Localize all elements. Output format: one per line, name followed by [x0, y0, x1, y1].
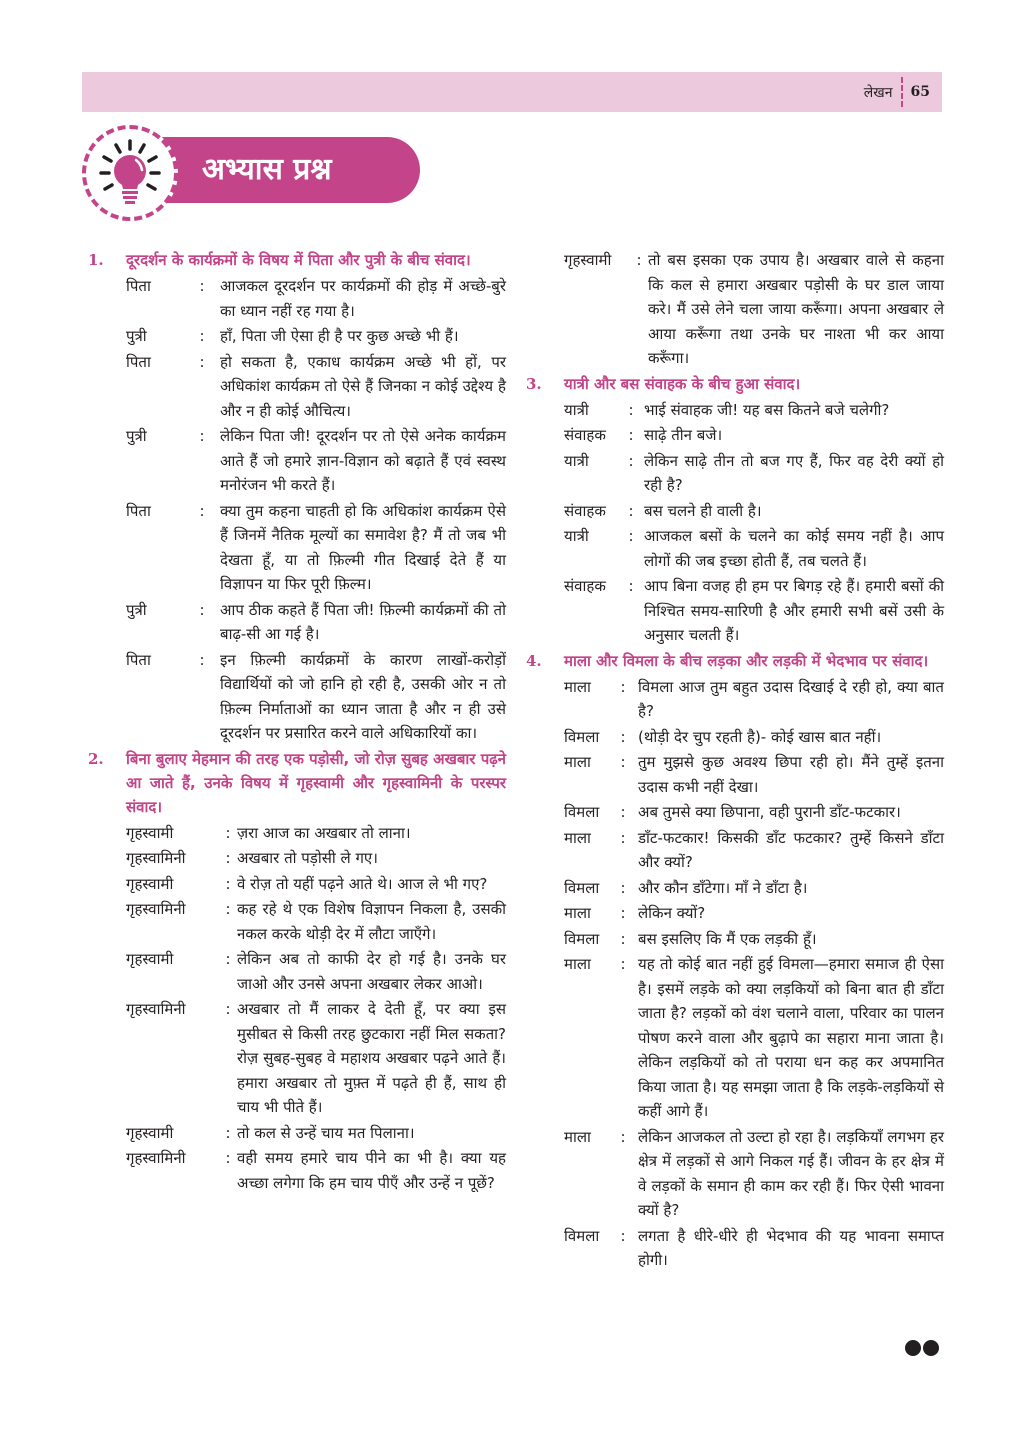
dialogue-text: अखबार तो मैं लाकर दे देती हूँ, पर क्या इस मुसीबत से किसी तरह छुटकारा नहीं मिल सकता? रोज़ सुबह-सुबह वे महाशय अखबार पढ़ने आते हैं। हमारा अखबार तो मुफ़्त में पढ़ते ही हैं, साथ ही चाय भी पीते हैं।: [237, 1000, 506, 1116]
dialogue-line: संवाहक : आप बिना वजह ही हम पर बिगड़ रहे हैं। हमारी बसों की निश्चित समय-सारिणी है और हमारी सभी बसें उसी के अनुसार चलती हैं।: [520, 574, 944, 648]
running-head: [864, 72, 930, 112]
question-number: 1.: [88, 251, 104, 269]
speaker: विमला: [564, 727, 600, 746]
speaker: पिता: [126, 650, 151, 669]
dialogue-line: विमला : लगता है धीरे-धीरे ही भेदभाव की यह भावना समाप्त होगी।: [520, 1224, 944, 1273]
dialogue-text: आजकल बसों के चलने का कोई समय नहीं है। आप लोगों की जब इच्छा होती हैं, तब चलते हैं।: [644, 527, 944, 570]
dialogue-text: बस चलने ही वाली है।: [644, 501, 762, 520]
dialogue-line: पिता : इन फ़िल्मी कार्यक्रमों के कारण लाखों-करोड़ों विद्यार्थियों को जो हानि हो रही है, उसकी ओर न तो फ़िल्म निर्माताओं का ध्यान जाता है और न ही उसे दूरदर्शन पर प्रसारित करने वाले अधिकारियों का।: [82, 648, 506, 746]
dialogue-line: संवाहक : साढ़े तीन बजे।: [520, 423, 944, 448]
chapter-name: लेखन: [863, 84, 893, 101]
dialogue-line: विमला : अब तुमसे क्या छिपाना, वही पुरानी डाँट-फटकार।: [520, 800, 944, 825]
question-title: यात्री और बस संवाहक के बीच हुआ संवाद।: [564, 374, 801, 393]
dialogue-text: वही समय हमारे चाय पीने का भी है। क्या यह अच्छा लगेगा कि हम चाय पीएँ और उन्हें न पूछें?: [237, 1149, 506, 1192]
dialogue-line: माला : डाँट-फटकार! किसकी डाँट फटकार? तुम्हें किसने डाँटा और क्यों?: [520, 826, 944, 875]
dialogue-line: गृहस्वामी : ज़रा आज का अखबार तो लाना।: [82, 821, 506, 846]
dialogue-line: विमला : और कौन डाँटेगा। माँ ने डाँटा है।: [520, 876, 944, 901]
dot-icon: [905, 1340, 921, 1356]
dialogue-text: विमला आज तुम बहुत उदास दिखाई दे रही हो, क्या बात है?: [638, 677, 944, 720]
speaker: संवाहक: [564, 577, 606, 595]
dialogue-line: पुत्री : हाँ, पिता जी ऐसा ही है पर कुछ अच्छे भी हैं।: [82, 324, 506, 349]
dialogue-text: आजकल दूरदर्शन पर कार्यक्रमों की होड़ में अच्छे-बुरे का ध्यान नहीं रह गया है।: [220, 277, 506, 320]
dialogue-line: गृहस्वामी : वे रोज़ तो यहीं पढ़ने आते थे। आज ले भी गए?: [82, 872, 506, 897]
dialogue-text: लेकिन साढ़े तीन तो बज गए हैं, फिर वह देरी क्यों हो रही है?: [644, 451, 944, 494]
dialogue-line: माला : लेकिन आजकल तो उल्टा हो रहा है। लड़कियाँ लगभग हर क्षेत्र में लड़कों से आगे निकल गई हैं। जीवन के हर क्षेत्र में वे लड़कों के समान ही काम कर रही हैं। फिर ऐसी भावना क्यों है?: [520, 1125, 944, 1223]
header-divider: [901, 77, 903, 107]
dialogue-text: क्या तुम कहना चाहती हो कि अधिकांश कार्यक्रम ऐसे हैं जिनमें नैतिक मूल्यों का समावेश है? मैं तो जब भी देखता हूँ, या तो फ़िल्मी गीत दिखाई देते हैं या विज्ञापन या फिर पूरी फ़िल्म।: [220, 501, 506, 593]
dialogue-text: वे रोज़ तो यहीं पढ़ने आते थे। आज ले भी गए?: [237, 874, 488, 893]
dot-icon: [923, 1340, 939, 1356]
dialogue-line: गृहस्वामिनी : वही समय हमारे चाय पीने का भी है। क्या यह अच्छा लगेगा कि हम चाय पीएँ और उन्हें न पूछें?: [82, 1146, 506, 1195]
speaker: संवाहक: [564, 501, 606, 520]
speaker: गृहस्वामिनी: [126, 1000, 186, 1018]
speaker: गृहस्वामी: [126, 1123, 174, 1142]
speaker: विमला: [564, 1226, 600, 1245]
speaker: पिता: [126, 501, 151, 520]
speaker: गृहस्वामी: [564, 251, 612, 269]
speaker: पुत्री: [126, 600, 147, 619]
dialogue-line: गृहस्वामिनी : अखबार तो मैं लाकर दे देती हूँ, पर क्या इस मुसीबत से किसी तरह छुटकारा नहीं मिल सकता? रोज़ सुबह-सुबह वे महाशय अखबार पढ़ने आते हैं। हमारा अखबार तो मुफ़्त में पढ़ते ही हैं, साथ ही चाय भी पीते हैं।: [82, 997, 506, 1120]
dialogue-line: पिता : हो सकता है, एकाध कार्यक्रम अच्छे भी हों, पर अधिकांश कार्यक्रम तो ऐसे हैं जिनका न कोई उद्देश्य है और न ही कोई औचित्य।: [82, 350, 506, 424]
speaker: गृहस्वामी: [126, 950, 174, 968]
speaker: विमला: [564, 878, 600, 897]
dialogue-text: लेकिन आजकल तो उल्टा हो रहा है। लड़कियाँ लगभग हर क्षेत्र में लड़कों से आगे निकल गई हैं। जीवन के हर क्षेत्र में वे लड़कों के समान ही काम कर रही हैं। फिर ऐसी भावना क्यों है?: [638, 1127, 944, 1219]
dialogue-line: यात्री : आजकल बसों के चलने का कोई समय नहीं है। आप लोगों की जब इच्छा होती हैं, तब चलते हैं।: [520, 524, 944, 573]
speaker: पिता: [126, 277, 151, 295]
question-heading: [82, 747, 506, 819]
dialogue-text: लगता है धीरे-धीरे ही भेदभाव की यह भावना समाप्त होगी।: [638, 1226, 944, 1269]
dialogue-line: माला : तुम मुझसे कुछ अवश्य छिपा रही हो। मैंने तुम्हें इतना उदास कभी नहीं देखा।: [520, 750, 944, 799]
dialogue-text: भाई संवाहक जी! यह बस कितने बजे चलेगी?: [644, 400, 890, 419]
question-number: 4.: [526, 651, 542, 670]
dialogue-line: गृहस्वामी : लेकिन अब तो काफी देर हो गई है। उनके घर जाओ और उनसे अपना अखबार लेकर आओ।: [82, 947, 506, 996]
dialogue-text: कह रहे थे एक विशेष विज्ञापन निकला है, उसकी नकल करके थोड़ी देर में लौटा जाएँगे।: [237, 900, 506, 943]
speaker: माला: [564, 955, 591, 973]
dialogue-line: यात्री : भाई संवाहक जी! यह बस कितने बजे चलेगी?: [520, 398, 944, 423]
question-title: माला और विमला के बीच लड़का और लड़की में भेदभाव पर संवाद।: [564, 651, 929, 670]
dialogue-text: लेकिन पिता जी! दूरदर्शन पर तो ऐसे अनेक कार्यक्रम आते हैं जो हमारे ज्ञान-विज्ञान को बढ़ाते हैं एवं स्वस्थ मनोरंजन भी करते हैं।: [220, 427, 506, 494]
speaker: गृहस्वामिनी: [126, 849, 186, 867]
speaker: यात्री: [564, 451, 589, 470]
dialogue-text: लेकिन अब तो काफी देर हो गई है। उनके घर जाओ और उनसे अपना अखबार लेकर आओ।: [237, 950, 506, 993]
dialogue-text: आप बिना वजह ही हम पर बिगड़ रहे हैं। हमारी बसों की निश्चित समय-सारिणी है और हमारी सभी बसें उसी के अनुसार चलती हैं।: [644, 577, 944, 644]
page-number: 65: [910, 84, 930, 100]
speaker: पिता: [126, 352, 151, 371]
speaker: विमला: [564, 929, 600, 948]
question-number: 3.: [526, 374, 542, 393]
dialogue-text: आप ठीक कहते हैं पिता जी! फ़िल्मी कार्यक्रमों की तो बाढ़-सी आ गई है।: [220, 600, 506, 643]
question-heading: [82, 248, 506, 272]
dialogue-line: पिता : क्या तुम कहना चाहती हो कि अधिकांश कार्यक्रम ऐसे हैं जिनमें नैतिक मूल्यों का समावेश है? मैं तो जब भी देखता हूँ, या तो फ़िल्मी गीत दिखाई देते हैं या विज्ञापन या फिर पूरी फ़िल्म।: [82, 499, 506, 597]
dialogue-line: संवाहक : बस चलने ही वाली है।: [520, 499, 944, 524]
end-of-section-dots: [905, 1340, 939, 1356]
dialogue-text: बस इसलिए कि मैं एक लड़की हूँ।: [638, 929, 817, 948]
question-title: दूरदर्शन के कार्यक्रमों के विषय में पिता और पुत्री के बीच संवाद।: [126, 251, 471, 269]
dialogue-text: तो कल से उन्हें चाय मत पिलाना।: [237, 1123, 415, 1142]
dialogue-text: डाँट-फटकार! किसकी डाँट फटकार? तुम्हें किसने डाँटा और क्यों?: [638, 828, 944, 871]
dialogue-line: गृहस्वामी : तो कल से उन्हें चाय मत पिलाना।: [82, 1121, 506, 1146]
dialogue-line: गृहस्वामिनी : अखबार तो पड़ोसी ले गए।: [82, 846, 506, 871]
dialogue-line: गृहस्वामी : तो बस इसका एक उपाय है। अखबार वाले से कहना कि कल से हमारा अखबार पड़ोसी के घर डाल जाया करे। मैं उसे लेने चला जाया करूँगा। अपना अखबार ले आया करूँगा तथा उनके घर नाश्ता भी कर आया करूँगा।: [520, 248, 944, 371]
dialogue-line: विमला : बस इसलिए कि मैं एक लड़की हूँ।: [520, 927, 944, 952]
dialogue-text: लेकिन क्यों?: [638, 904, 706, 922]
speaker: माला: [564, 828, 591, 847]
section-title: अभ्यास प्रश्न: [202, 152, 332, 187]
dialogue-text: यह तो कोई बात नहीं हुई विमला—हमारा समाज ही ऐसा है। इसमें लड़के को क्या लड़कियों को बिना बात ही डाँटा जाता है? लड़कों को वंश चलाने वाला, परिवार का पालन पोषण करने वाला और बुढ़ापे का सहारा माना जाता है। लेकिन लड़कियों को तो पराया धन कह कर अपमानित किया जाता है। यह समझा जाता है कि लड़के-लड़कियों से कहीं आगे हैं।: [638, 955, 944, 1120]
dialogue-line: यात्री : लेकिन साढ़े तीन तो बज गए हैं, फिर वह देरी क्यों हो रही है?: [520, 449, 944, 498]
speaker: पुत्री: [126, 327, 147, 345]
dialogue-text: ज़रा आज का अखबार तो लाना।: [237, 823, 411, 842]
speaker: पुत्री: [126, 427, 147, 445]
dialogue-text: अब तुमसे क्या छिपाना, वही पुरानी डाँट-फटकार।: [638, 803, 901, 821]
dialogue-text: तो बस इसका एक उपाय है। अखबार वाले से कहना कि कल से हमारा अखबार पड़ोसी के घर डाल जाया करे। मैं उसे लेने चला जाया करूँगा। अपना अखबार ले आया करूँगा तथा उनके घर नाश्ता भी कर आया करूँगा।: [648, 251, 944, 367]
dialogue-text: हो सकता है, एकाध कार्यक्रम अच्छे भी हों, पर अधिकांश कार्यक्रम तो ऐसे हैं जिनका न कोई उद्देश्य है और न ही कोई औचित्य।: [220, 352, 506, 420]
question-number: 2.: [88, 749, 104, 768]
running-header-band: [82, 72, 942, 112]
question-heading: [520, 649, 944, 673]
speaker: विमला: [564, 803, 600, 821]
left-column: [82, 248, 506, 1196]
dialogue-text: (थोड़ी देर चुप रहती है)- कोई खास बात नहीं।: [638, 727, 882, 746]
dialogue-line: माला : लेकिन क्यों?: [520, 901, 944, 926]
speaker: गृहस्वामिनी: [126, 900, 186, 918]
dialogue-text: साढ़े तीन बजे।: [644, 426, 723, 444]
dialogue-text: अखबार तो पड़ोसी ले गए।: [237, 849, 378, 867]
dialogue-text: इन फ़िल्मी कार्यक्रमों के कारण लाखों-करोड़ों विद्यार्थियों को जो हानि हो रही है, उसकी ओर न तो फ़िल्म निर्माताओं का ध्यान जाता है और न ही उसे दूरदर्शन पर प्रसारित करने वाले अधिकारियों का।: [220, 650, 506, 742]
dialogue-text: हाँ, पिता जी ऐसा ही है पर कुछ अच्छे भी हैं।: [220, 327, 459, 345]
speaker: माला: [564, 677, 591, 696]
dialogue-line: पुत्री : आप ठीक कहते हैं पिता जी! फ़िल्मी कार्यक्रमों की तो बाढ़-सी आ गई है।: [82, 598, 506, 647]
question-heading: [520, 372, 944, 396]
right-column: [520, 248, 944, 1274]
lightbulb-icon: [90, 133, 170, 213]
dialogue-line: माला : विमला आज तुम बहुत उदास दिखाई दे रही हो, क्या बात है?: [520, 675, 944, 724]
speaker: गृहस्वामी: [126, 874, 174, 893]
question-title: बिना बुलाए मेहमान की तरह एक पड़ोसी, जो रोज़ सुबह अखबार पढ़ने आ जाते हैं, उनके विषय में गृहस्वामी और गृहस्वामिनी के परस्पर संवाद।: [126, 749, 506, 816]
speaker: माला: [564, 753, 591, 771]
dialogue-line: पिता : आजकल दूरदर्शन पर कार्यक्रमों की होड़ में अच्छे-बुरे का ध्यान नहीं रह गया है।: [82, 274, 506, 323]
dialogue-text: तुम मुझसे कुछ अवश्य छिपा रही हो। मैंने तुम्हें इतना उदास कभी नहीं देखा।: [638, 753, 944, 796]
speaker: संवाहक: [564, 426, 606, 444]
bulb-badge: [82, 125, 178, 221]
speaker: यात्री: [564, 400, 589, 419]
speaker: गृहस्वामी: [126, 823, 174, 842]
dialogue-line: पुत्री : लेकिन पिता जी! दूरदर्शन पर तो ऐसे अनेक कार्यक्रम आते हैं जो हमारे ज्ञान-विज्ञान को बढ़ाते हैं एवं स्वस्थ मनोरंजन भी करते हैं।: [82, 424, 506, 498]
speaker: यात्री: [564, 527, 589, 545]
dialogue-line: गृहस्वामिनी : कह रहे थे एक विशेष विज्ञापन निकला है, उसकी नकल करके थोड़ी देर में लौटा जाएँगे।: [82, 897, 506, 946]
dialogue-text: और कौन डाँटेगा। माँ ने डाँटा है।: [638, 878, 808, 897]
dialogue-line: विमला : (थोड़ी देर चुप रहती है)- कोई खास बात नहीं।: [520, 725, 944, 750]
section-banner: [82, 125, 422, 230]
dialogue-line: माला : यह तो कोई बात नहीं हुई विमला—हमारा समाज ही ऐसा है। इसमें लड़के को क्या लड़कियों को बिना बात ही डाँटा जाता है? लड़कों को वंश चलाने वाला, परिवार का पालन पोषण करने वाला और बुढ़ापे का सहारा माना जाता है। लेकिन लड़कियों को तो पराया धन कह कर अपमानित किया जाता है। यह समझा जाता है कि लड़के-लड़कियों से कहीं आगे हैं।: [520, 952, 944, 1124]
speaker: माला: [564, 1127, 591, 1146]
speaker: माला: [564, 904, 591, 922]
speaker: गृहस्वामिनी: [126, 1149, 186, 1167]
